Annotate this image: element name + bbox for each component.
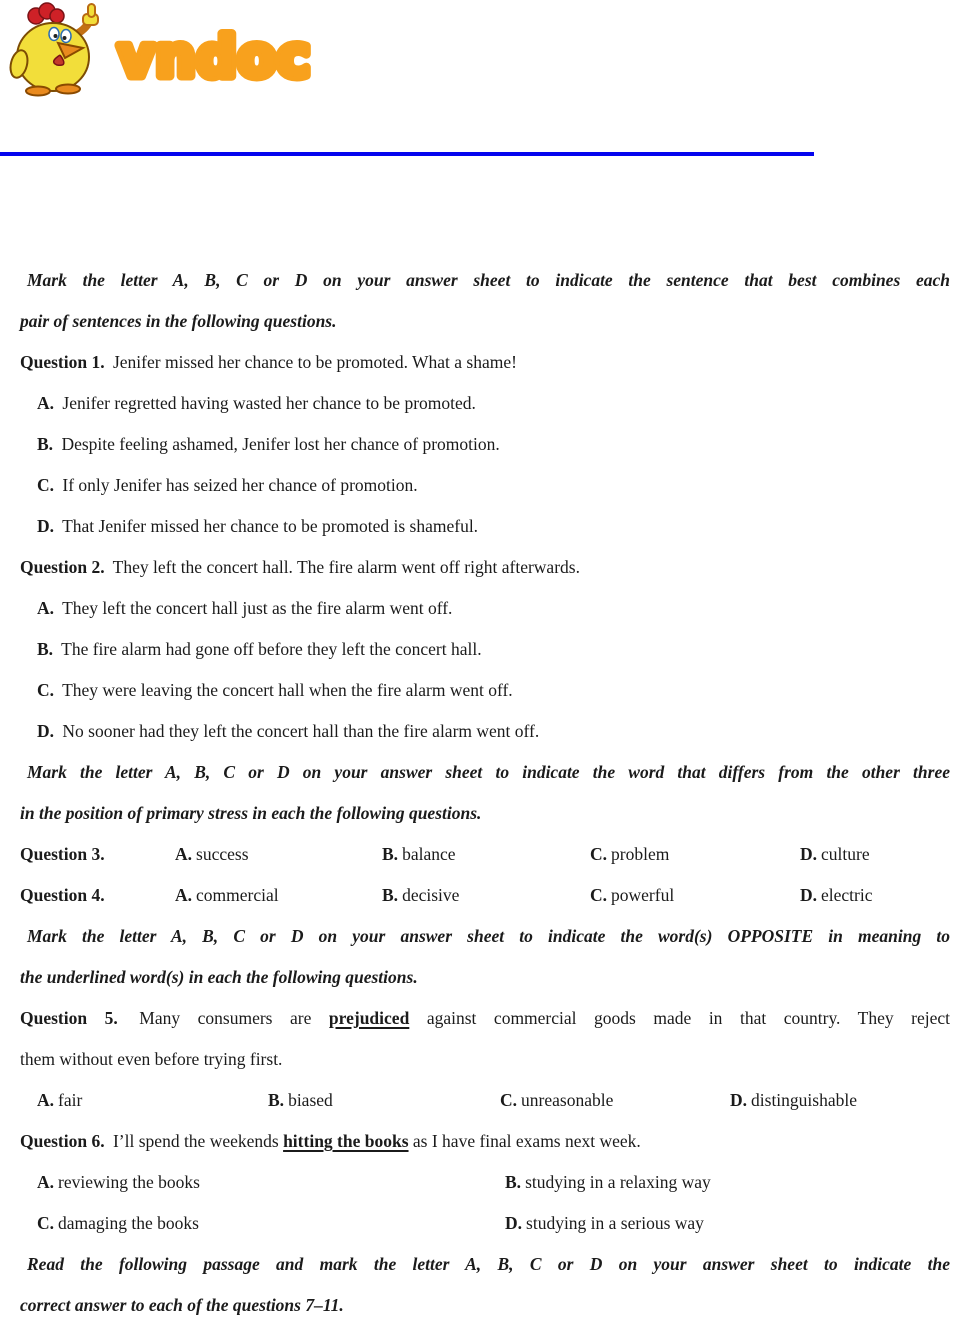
- question-2-stem: [20, 547, 950, 588]
- option-text: fair: [58, 1090, 83, 1110]
- question-6-option-c: [37, 1203, 505, 1244]
- option-letter: C.: [500, 1090, 518, 1110]
- vndoc-logo: [8, 2, 349, 97]
- question-2-option-b: [20, 629, 950, 670]
- question-1-option-a: [20, 383, 950, 424]
- question-2-option-c: [20, 670, 950, 711]
- option-text: Jenifer regretted having wasted her chance to be promoted.: [62, 393, 476, 413]
- instruction-combine-line2: pair of sentences in the following questions.: [20, 311, 337, 331]
- option-letter: D.: [37, 721, 55, 741]
- option-letter: C.: [590, 844, 608, 864]
- question-3-label: Question 3.: [20, 844, 105, 864]
- option-letter: D.: [800, 885, 818, 905]
- option-text: electric: [821, 885, 873, 905]
- option-letter: C.: [37, 1213, 55, 1233]
- question-6-stem: [20, 1121, 950, 1162]
- option-text: That Jenifer missed her chance to be promoted is shameful.: [62, 516, 479, 536]
- question-5-option-b: [268, 1080, 500, 1121]
- option-text: studying in a serious way: [526, 1213, 704, 1233]
- option-letter: C.: [37, 475, 55, 495]
- question-1-option-d: [20, 506, 950, 547]
- question-1-label: Question 1.: [20, 352, 105, 372]
- option-letter: D.: [37, 516, 55, 536]
- instruction-opposite-line2: the underlined word(s) in each the following questions.: [20, 967, 418, 987]
- question-4-option-c: [590, 875, 800, 916]
- question-1-text: Jenifer missed her chance to be promoted. What a shame!: [112, 352, 517, 372]
- option-letter: A.: [175, 885, 193, 905]
- option-letter: B.: [382, 844, 399, 864]
- option-text: commercial: [196, 885, 279, 905]
- option-text: If only Jenifer has seized her chance of promotion.: [62, 475, 418, 495]
- question-1-option-b: [20, 424, 950, 465]
- question-1-option-c: [20, 465, 950, 506]
- option-text: No sooner had they left the concert hall than the fire alarm went off.: [62, 721, 540, 741]
- question-6-option-b: [505, 1162, 950, 1203]
- option-text: They were leaving the concert hall when the fire alarm went off.: [62, 680, 513, 700]
- question-6-options-row2: [20, 1203, 950, 1244]
- question-4-option-d: [800, 875, 950, 916]
- option-letter: A.: [175, 844, 193, 864]
- question-3-option-a: [175, 834, 382, 875]
- chicken-mascot-icon: [8, 2, 108, 97]
- instruction-stress-line2: in the position of primary stress in each the following questions.: [20, 803, 482, 823]
- question-5-stem-line1: [20, 998, 950, 1039]
- option-letter: B.: [37, 434, 54, 454]
- option-text: biased: [288, 1090, 333, 1110]
- option-letter: B.: [382, 885, 399, 905]
- question-2-option-a: [20, 588, 950, 629]
- question-6-text-post: as I have final exams next week.: [412, 1131, 641, 1151]
- question-4-label: Question 4.: [20, 885, 105, 905]
- question-6-label: Question 6.: [20, 1131, 105, 1151]
- option-letter: A.: [37, 1172, 55, 1192]
- option-text: decisive: [402, 885, 460, 905]
- question-5-underlined-word: prejudiced: [328, 1008, 410, 1028]
- instruction-combine-line1: Mark the letter A, B, C or D on your answer sheet to indicate the sentence that best combines each: [27, 270, 950, 290]
- option-letter: D.: [730, 1090, 748, 1110]
- vndoc-wordmark: [114, 2, 349, 97]
- question-4-row: [20, 875, 950, 916]
- instruction-stress-line1: Mark the letter A, B, C or D on your answer sheet to indicate the word that differs from the other three: [27, 762, 950, 782]
- question-5-stem-line2: them without even before trying first.: [20, 1049, 283, 1069]
- option-text: damaging the books: [58, 1213, 199, 1233]
- option-text: powerful: [611, 885, 675, 905]
- option-text: reviewing the books: [58, 1172, 200, 1192]
- question-3-option-c: [590, 834, 800, 875]
- brand-text: vndoc: [118, 25, 312, 90]
- option-letter: B.: [268, 1090, 285, 1110]
- option-letter: A.: [37, 598, 55, 618]
- question-3-option-d: [800, 834, 950, 875]
- question-2-option-d: [20, 711, 950, 752]
- option-letter: C.: [590, 885, 608, 905]
- option-letter: A.: [37, 393, 55, 413]
- option-letter: B.: [505, 1172, 522, 1192]
- option-letter: D.: [505, 1213, 523, 1233]
- question-6-underlined-phrase: hitting the books: [283, 1131, 409, 1151]
- question-5-option-a: [37, 1080, 268, 1121]
- question-3-option-b: [382, 834, 590, 875]
- question-2-label: Question 2.: [20, 557, 105, 577]
- header-divider-line: [0, 152, 814, 156]
- question-3-row: [20, 834, 950, 875]
- question-5-text-pre: Many consumers are: [139, 1008, 312, 1028]
- question-6-option-a: [37, 1162, 505, 1203]
- question-5-option-c: [500, 1080, 730, 1121]
- option-text: success: [196, 844, 249, 864]
- option-text: They left the concert hall just as the fire alarm went off.: [62, 598, 453, 618]
- option-text: The fire alarm had gone off before they left the concert hall.: [61, 639, 482, 659]
- question-6-text-pre: I’ll spend the weekends: [112, 1131, 279, 1151]
- question-4-option-a: [175, 875, 382, 916]
- instruction-opposite-line1: Mark the letter A, B, C or D on your answer sheet to indicate the word(s) OPPOSITE in meaning to: [27, 926, 950, 946]
- question-2-text: They left the concert hall. The fire alarm went off right afterwards.: [112, 557, 580, 577]
- option-text: problem: [611, 844, 670, 864]
- option-text: studying in a relaxing way: [525, 1172, 711, 1192]
- option-letter: C.: [37, 680, 55, 700]
- instruction-reading-line1: Read the following passage and mark the letter A, B, C or D on your answer sheet to indicate the: [27, 1254, 950, 1274]
- question-5-label: Question 5.: [20, 1008, 118, 1028]
- question-1-stem: [20, 342, 950, 383]
- option-text: Despite feeling ashamed, Jenifer lost her chance of promotion.: [61, 434, 500, 454]
- option-text: distinguishable: [751, 1090, 857, 1110]
- option-text: balance: [402, 844, 456, 864]
- option-text: culture: [821, 844, 870, 864]
- option-text: unreasonable: [521, 1090, 614, 1110]
- question-6-options-row1: [20, 1162, 950, 1203]
- option-letter: D.: [800, 844, 818, 864]
- question-6-option-d: [505, 1203, 950, 1244]
- option-letter: B.: [37, 639, 54, 659]
- option-letter: A.: [37, 1090, 55, 1110]
- question-5-text-post: against commercial goods made in that country. They reject: [426, 1008, 950, 1028]
- instruction-reading-line2: correct answer to each of the questions 7–11.: [20, 1295, 344, 1315]
- question-5-options-row: [20, 1080, 950, 1121]
- question-5-option-d: [730, 1080, 950, 1121]
- exam-content: [20, 260, 950, 1323]
- question-4-option-b: [382, 875, 590, 916]
